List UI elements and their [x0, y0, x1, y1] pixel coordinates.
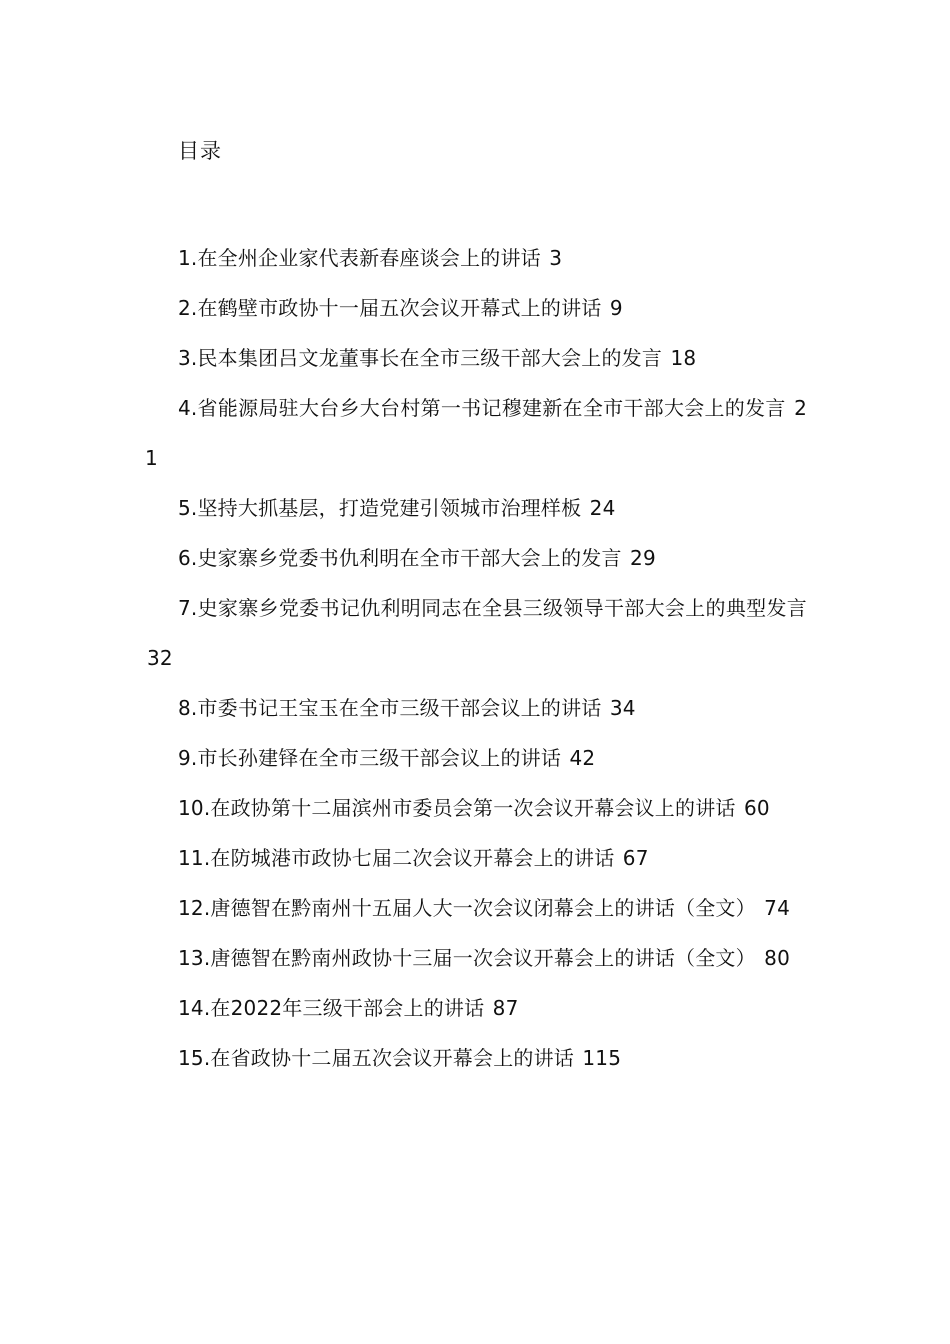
toc-entry-title: 14.在2022年三级干部会上的讲话 — [178, 996, 485, 1020]
toc-entry-title: 11.在防城港市政协七届二次会议开幕会上的讲话 — [178, 846, 615, 870]
toc-entry-title: 3.民本集团吕文龙董事长在全市三级干部大会上的发言 — [178, 346, 663, 370]
toc-entry-page-number: 80 — [764, 946, 791, 970]
toc-entry-title: 10.在政协第十二届滨州市委员会第一次会议开幕会议上的讲话 — [178, 796, 736, 820]
toc-entry-page-number: 34 — [609, 696, 636, 720]
toc-entry-page-number: 21 — [145, 396, 807, 470]
toc-title: 目录 — [178, 139, 222, 163]
toc-entry-title: 13.唐德智在黔南州政协十三届一次会议开幕会上的讲话（全文） — [178, 946, 756, 970]
toc-entry[interactable] — [145, 983, 807, 1033]
toc-entry-page-number: 67 — [622, 846, 649, 870]
toc-entry-title: 7.史家寨乡党委书记仇利明同志在全县三级领导干部大会上的典型发言 — [178, 596, 807, 620]
toc-entry[interactable] — [145, 583, 807, 683]
toc-entry[interactable] — [145, 383, 807, 483]
toc-entry[interactable] — [145, 1033, 807, 1083]
toc-entry[interactable] — [145, 683, 807, 733]
toc-entry[interactable] — [145, 483, 807, 533]
toc-entry[interactable] — [145, 933, 807, 983]
toc-entry-page-number: 74 — [764, 896, 791, 920]
toc-entry[interactable] — [145, 733, 807, 783]
toc-entry-page-number: 9 — [609, 296, 623, 320]
toc-entry-title: 6.史家寨乡党委书仇利明在全市干部大会上的发言 — [178, 546, 622, 570]
toc-entry-page-number: 29 — [630, 546, 656, 570]
toc-entry-title: 2.在鹤壁市政协十一届五次会议开幕式上的讲话 — [178, 296, 602, 320]
toc-entry-page-number: 32 — [147, 646, 173, 670]
toc-entry-title: 8.市委书记王宝玉在全市三级干部会议上的讲话 — [178, 696, 602, 720]
toc-entry-page-number: 3 — [549, 246, 563, 270]
toc-entry[interactable] — [145, 233, 807, 283]
toc-entry-page-number: 18 — [670, 346, 697, 370]
toc-entry-title: 9.市长孙建铎在全市三级干部会议上的讲话 — [178, 746, 562, 770]
toc-entry[interactable] — [145, 783, 807, 833]
toc-entry[interactable] — [145, 833, 807, 883]
toc-entry-title: 4.省能源局驻大台乡大台村第一书记穆建新在全市干部大会上的发言 — [178, 396, 786, 420]
toc-entry-page-number: 60 — [743, 796, 770, 820]
toc-list — [145, 233, 807, 1083]
toc-entry-title: 5.坚持大抓基层，打造党建引领城市治理样板 — [178, 496, 582, 520]
toc-entry-title: 12.唐德智在黔南州十五届人大一次会议闭幕会上的讲话（全文） — [178, 896, 756, 920]
toc-entry[interactable] — [145, 883, 807, 933]
toc-entry[interactable] — [145, 283, 807, 333]
toc-entry-page-number: 87 — [492, 996, 519, 1020]
toc-entry-page-number: 42 — [569, 746, 596, 770]
toc-entry-title: 1.在全州企业家代表新春座谈会上的讲话 — [178, 246, 541, 270]
toc-entry-page-number: 24 — [589, 496, 616, 520]
toc-entry-title: 15.在省政协十二届五次会议开幕会上的讲话 — [178, 1046, 575, 1070]
toc-entry-page-number: 115 — [582, 1046, 622, 1070]
toc-entry[interactable] — [145, 333, 807, 383]
toc-entry[interactable] — [145, 533, 807, 583]
